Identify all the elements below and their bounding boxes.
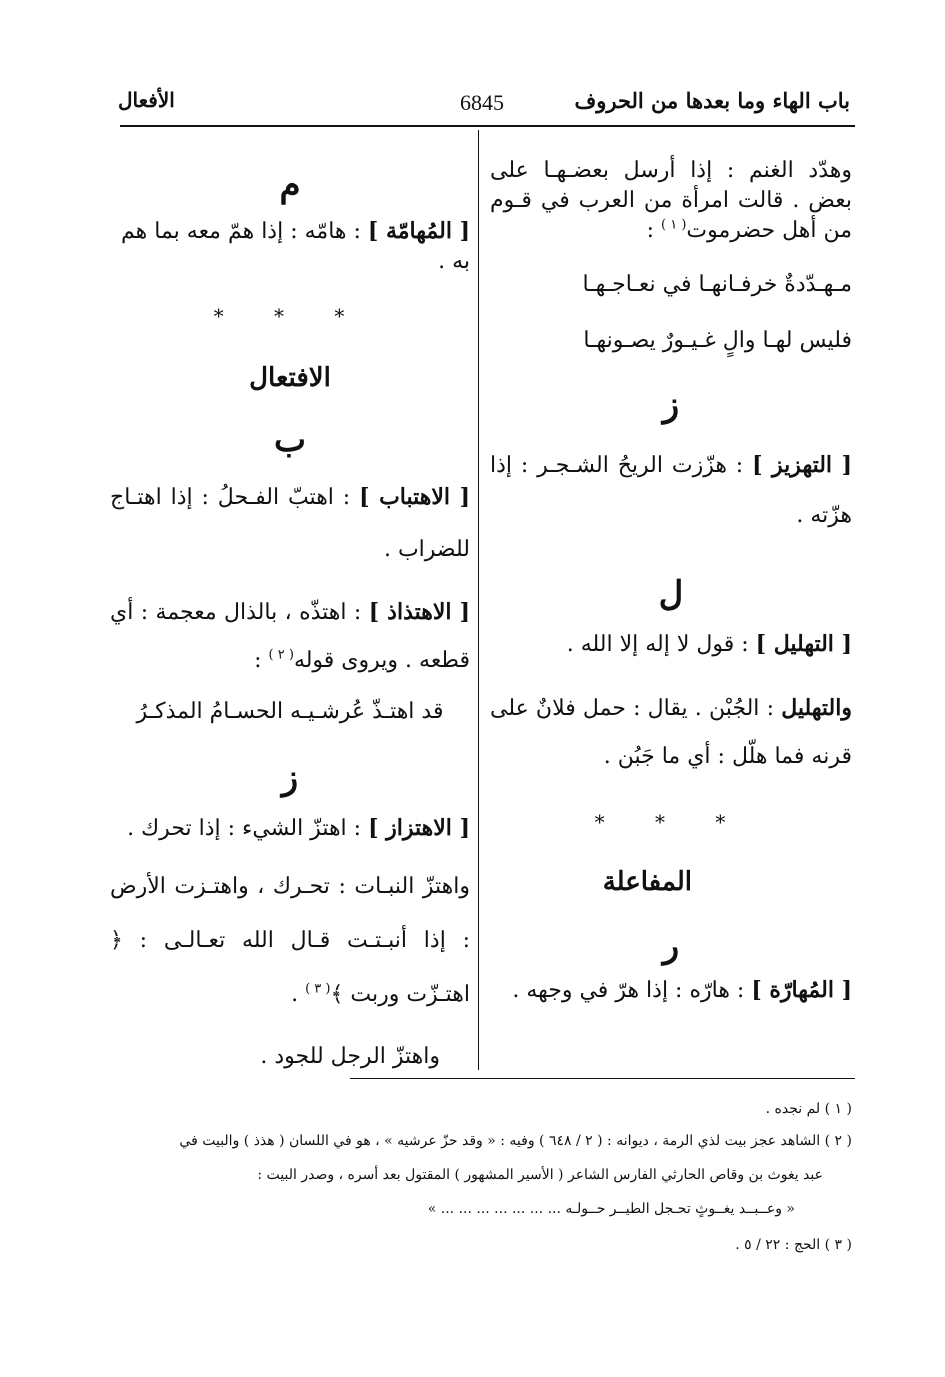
paragraph-hadad: وهدّد الغنم : إذا أرسل بعضـهـا على بعض . قالت امرأة من العرب في قـوم من أهل حضرموت$^{( ١ )}$ : [490,158,852,243]
page-header [110,78,850,126]
footnote-rule [350,1078,855,1079]
section-heading-iftial: الافتعال [249,363,331,393]
section-title: الأفعال [118,88,175,112]
entry-ihtidhadh: [ الاهتذاذ ] : اهتذّه ، بالذال معجمة : أي قطعه . ويروى قوله$^{( ٢ )}$ : [110,599,471,673]
footnote-2-continued: عبد يغوث بن وقاص الحارثي الفارس الشاعر ( الأسير المشهور ) المقتول بعد أسره ، وصدر البيت : [257,1167,823,1183]
section-separator: * * * [594,810,748,834]
footnote-2-verse: « وعــبــد يغــوثٍ تحـجل الطيــر حــولـه ... ... ... ... ... ... ... » [427,1201,795,1217]
verse-line: قد اهتـذّ عُرشـيـه الحسـامُ المذكـرُ [136,699,444,724]
footnote-2: ( ٢ ) الشاهد عجز بيت لذي الرمة ، ديوانه : ( ٢ / ٦٤٨ ) وفيه : « وقد حزّ عرشيه » ، هو في اللسان ( هذذ ) والبيت في [179,1133,852,1149]
entry-tahziz: [ التهزيز ] : هزّزت الريحُ الشـجـر : إذا هزّته . [490,452,852,528]
entry-muhamma: [ المُهامّة ] : هامّه : إذا همّ معه بما هم به . [121,218,470,274]
entry-ihtibab: [ الاهتباب ] : اهتبّ الفـحلُ : إذا اهتـاج للضراب . [110,484,470,562]
header-rule [120,125,855,127]
right-column [490,150,852,1006]
section-separator: * * * [213,304,367,328]
entry-ihtizaz: [ الاهتزاز ] : اهتزّ الشيء : إذا تحرك . [127,815,470,841]
verse-line-1: مـهـدّدةٌ خرفـانهـا في نعـاجـهـا [582,272,852,297]
letter-heading-z: ز [662,385,680,425]
entry-ihtizaz-rajul: واهتزّ الرجل للجود . [260,1044,440,1069]
column-divider [478,130,479,1070]
footnote-ref-3[interactable]: ( ٣ ) [305,981,331,997]
footnote-ref-1[interactable]: ( ١ ) [661,217,687,233]
letter-heading-z: ز [281,758,299,798]
entry-muhara: [ المُهارّة ] : هارّه : إذا هرّ في وجهه . [512,977,852,1003]
section-heading-mufaala: المفاعلة [602,867,692,897]
left-column [110,150,470,1072]
verse-line-2: فليس لهـا والٍ غـيـورٌ يصـونهـا [583,328,852,353]
letter-heading-l: ل [658,574,684,614]
footnote-1: ( ١ ) لم نجده . [765,1101,852,1117]
letter-heading-r: ر [662,926,680,966]
letter-heading-b: ب [273,420,306,460]
page-number: 6845 [460,90,504,115]
entry-ihtizaz-nabat: واهتزّ النبـات : تحـرك ، واهتـزت الأرض : إذا أنبـتـت قـال الله تعـالـى : ﴿ اهتـزّت وربت ﴾$^{( ٣ )}$ . [110,874,470,1007]
letter-heading-m: م [279,165,301,205]
entry-tahlil-2: والتهليل : الجُبْن . يقال : حمل فلانٌ على قرنه فما هلّل : أي ما جَبُن . [490,695,852,769]
footnote-3: ( ٣ ) الحج : ٢٢ / ٥ . [735,1237,852,1253]
footnote-ref-2[interactable]: ( ٢ ) [268,647,294,663]
chapter-title: باب الهاء وما بعدها من الحروف [574,88,850,113]
entry-tahlil-1: [ التهليل ] : قول لا إله إلا الله . [566,631,852,657]
